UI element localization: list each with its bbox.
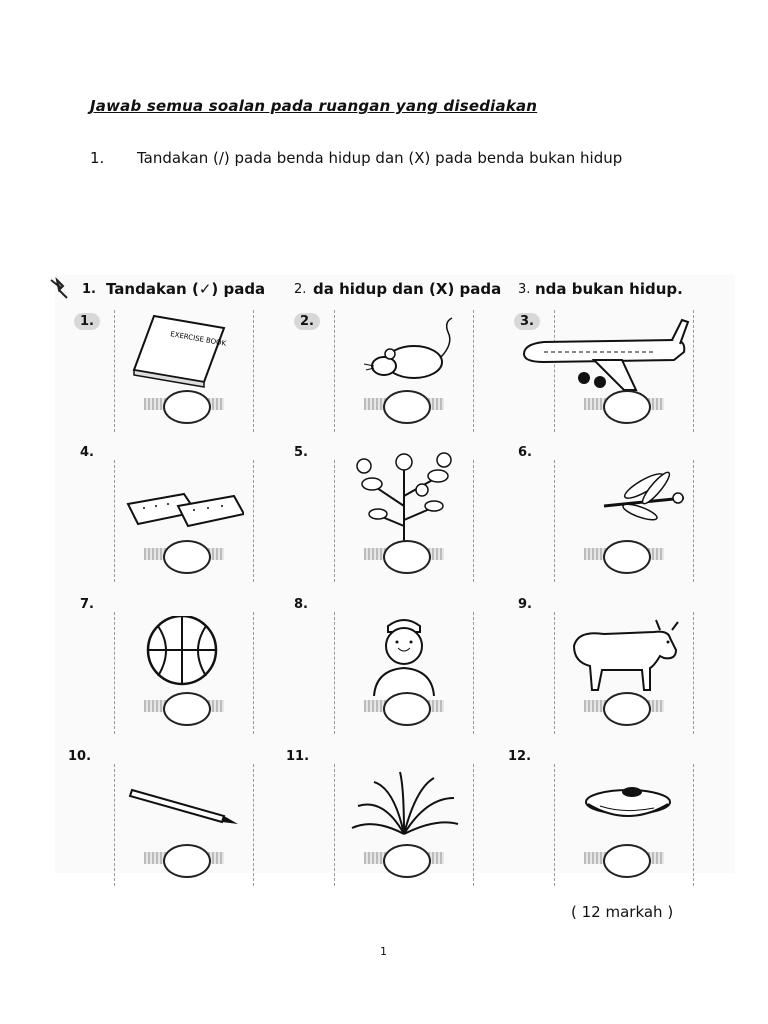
answer-oval[interactable] <box>383 692 431 726</box>
answer-oval[interactable] <box>603 540 651 574</box>
answer-oval[interactable] <box>383 844 431 878</box>
cow-icon <box>564 616 684 696</box>
boy-icon <box>344 616 464 696</box>
pencil-icon <box>124 768 244 848</box>
item-cell-9 <box>512 597 732 760</box>
item-number: 5. <box>294 445 308 460</box>
item-cell-6 <box>512 445 732 608</box>
header-part-6: nda bukan hidup. <box>535 280 683 298</box>
answer-oval[interactable] <box>163 844 211 878</box>
answer-oval[interactable] <box>163 692 211 726</box>
exercise-book-icon <box>124 314 244 394</box>
ball-icon <box>124 616 244 696</box>
item-number: 8. <box>294 597 308 612</box>
header-part-4: da hidup dan (X) pada <box>313 280 502 298</box>
question-text: Tandakan (/) pada benda hidup dan (X) pada benda bukan hidup <box>137 149 623 167</box>
item-number: 10. <box>68 749 92 764</box>
item-number: 12. <box>508 749 532 764</box>
item-number: 2. <box>294 313 320 330</box>
item-cell-3 <box>512 310 732 458</box>
item-cell-5 <box>292 445 512 608</box>
header-part-2: Tandakan (✓) pada <box>106 280 266 298</box>
item-cell-1 <box>72 310 292 458</box>
header-part-5: 3. <box>518 282 531 297</box>
spinning-top-icon <box>564 768 684 848</box>
biscuits-icon <box>124 464 244 544</box>
pushpin-icon <box>47 276 73 306</box>
item-number: 11. <box>286 749 310 764</box>
answer-oval[interactable] <box>603 692 651 726</box>
total-marks: ( 12 markah ) <box>571 903 674 921</box>
header-part-3: 2. <box>294 282 307 297</box>
answer-oval[interactable] <box>383 390 431 424</box>
item-number: 7. <box>80 597 94 612</box>
book-label: EXERCISE BOOK <box>169 330 227 348</box>
item-cell-8 <box>292 597 512 760</box>
item-cell-4 <box>72 445 292 608</box>
item-cell-11 <box>286 749 512 912</box>
item-cell-7 <box>72 597 292 760</box>
flowering-plant-icon <box>344 446 464 546</box>
item-number: 9. <box>518 597 532 612</box>
grass-icon <box>344 768 464 848</box>
dragonfly-icon <box>564 464 684 544</box>
answer-oval[interactable] <box>603 390 651 424</box>
page-number: 1 <box>380 945 387 958</box>
item-number: 3. <box>514 313 540 330</box>
item-number: 4. <box>80 445 94 460</box>
header-part-1: 1. <box>82 282 96 297</box>
airplane-icon <box>514 314 694 394</box>
question-number: 1. <box>90 149 105 167</box>
item-cell-2 <box>292 310 512 458</box>
item-cell-12 <box>508 749 732 912</box>
answer-oval[interactable] <box>163 390 211 424</box>
item-number: 1. <box>74 313 100 330</box>
answer-oval[interactable] <box>383 540 431 574</box>
answer-oval[interactable] <box>163 540 211 574</box>
item-number: 6. <box>518 445 532 460</box>
answer-oval[interactable] <box>603 844 651 878</box>
mouse-icon <box>344 314 464 394</box>
item-cell-10 <box>68 749 292 912</box>
instruction-heading: Jawab semua soalan pada ruangan yang disediakan <box>90 97 538 115</box>
